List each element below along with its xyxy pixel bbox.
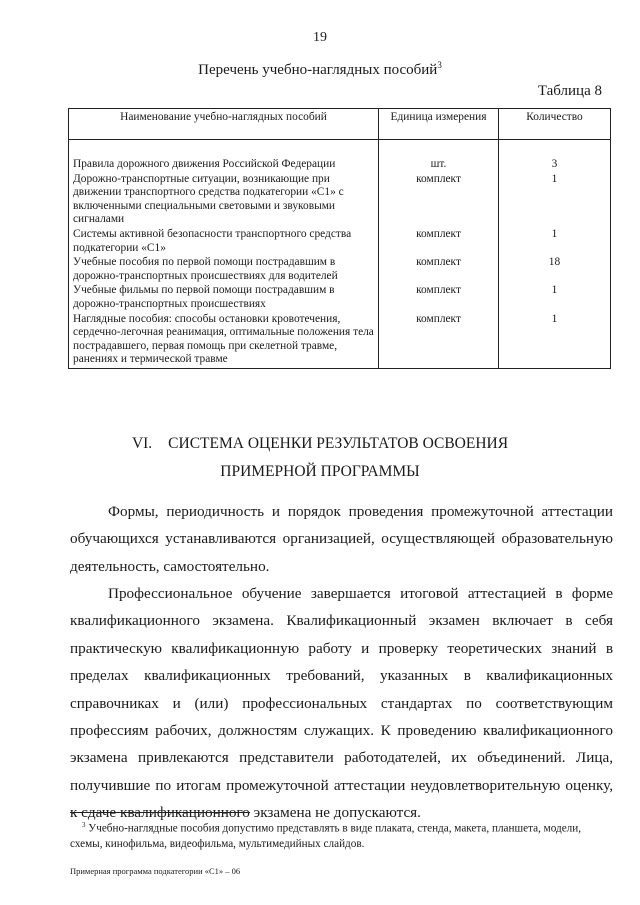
row-quantity: 1 (499, 227, 611, 255)
row-name: Правила дорожного движения Российской Федерации (69, 140, 379, 172)
table-row (69, 255, 611, 283)
header-name: Наименование учебно-наглядных пособий (69, 109, 379, 140)
table-row (69, 312, 611, 369)
row-quantity: 1 (499, 172, 611, 227)
section-heading (0, 430, 640, 486)
page-footer: Примерная программа подкатегории «C1» – 06 (70, 866, 241, 876)
teaching-aids-table (68, 108, 611, 369)
section-title-line2: ПРИМЕРНОЙ ПРОГРАММЫ (220, 463, 420, 480)
row-quantity: 1 (499, 283, 611, 311)
table-header-row (69, 109, 611, 140)
footnote-divider (70, 812, 250, 813)
footnote (70, 818, 613, 852)
row-unit: комплект (379, 312, 499, 369)
table-row (69, 172, 611, 227)
row-unit: комплект (379, 255, 499, 283)
row-unit: шт. (379, 140, 499, 172)
section-heading-line1 (0, 430, 640, 458)
row-unit: комплект (379, 172, 499, 227)
table-label: Таблица 8 (537, 83, 602, 99)
row-quantity: 1 (499, 312, 611, 369)
document-title (0, 60, 640, 79)
table-row (69, 283, 611, 311)
page-number: 19 (313, 30, 327, 45)
paragraph: Профессиональное обучение завершается итоговой аттестацией в форме квалификационного экзамена. Квалификационный экзамен включает в себя практическую квалификационную работу и проверку теоретических знаний в пределах квалификационных требований, указанных в квалификационных справочниках и (или) профессиональных стандартах по соответствующим профессиям рабочих, должностям служащих. К проведению квалификационного экзамена привлекаются представители работодателей, их объединений. Лица, получившие по итогам промежуточной аттестации неудовлетворительную оценку, к сдаче квалификационного экзамена не допускаются. (70, 585, 613, 822)
row-unit: комплект (379, 227, 499, 255)
section-title-line1: СИСТЕМА ОЦЕНКИ РЕЗУЛЬТАТОВ ОСВОЕНИЯ (168, 435, 509, 452)
table-row (69, 227, 611, 255)
row-name: Учебные фильмы по первой помощи пострадавшим в дорожно-транспортных происшествиях (69, 283, 379, 311)
row-quantity: 3 (499, 140, 611, 172)
row-name: Дорожно-транспортные ситуации, возникающие при движении транспортного средства подкатегории «C1» с включенными специальными световыми и звуковыми сигналами (69, 172, 379, 227)
title-footnote-mark: 3 (437, 60, 442, 70)
header-quantity: Количество (499, 109, 611, 140)
table-row (69, 140, 611, 172)
row-name: Наглядные пособия: способы остановки кровотечения, сердечно-легочная реанимация, оптимальные положения тела пострадавшего, первая помощь при скелетной травме, ранениях и термической травме (69, 312, 379, 369)
row-name: Учебные пособия по первой помощи пострадавшим в дорожно-транспортных происшествиях для водителей (69, 255, 379, 283)
header-unit: Единица измерения (379, 109, 499, 140)
row-name: Системы активной безопасности транспортного средства подкатегории «C1» (69, 227, 379, 255)
footnote-mark: 3 (82, 821, 86, 829)
section-number: VI. (131, 435, 153, 452)
row-quantity: 18 (499, 255, 611, 283)
footnote-text: Учебно-наглядные пособия допустимо представлять в виде плаката, стенда, макета, планшета, модели, схемы, кинофильма, видеофильма, мультимедийных слайдов. (70, 822, 582, 850)
row-unit: комплект (379, 283, 499, 311)
title-text: Перечень учебно-наглядных пособий (198, 62, 438, 78)
paragraph: Формы, периодичность и порядок проведения промежуточной аттестации обучающихся устанавливаются организацией, осуществляющей образовательную деятельность, самостоятельно. (70, 503, 613, 575)
